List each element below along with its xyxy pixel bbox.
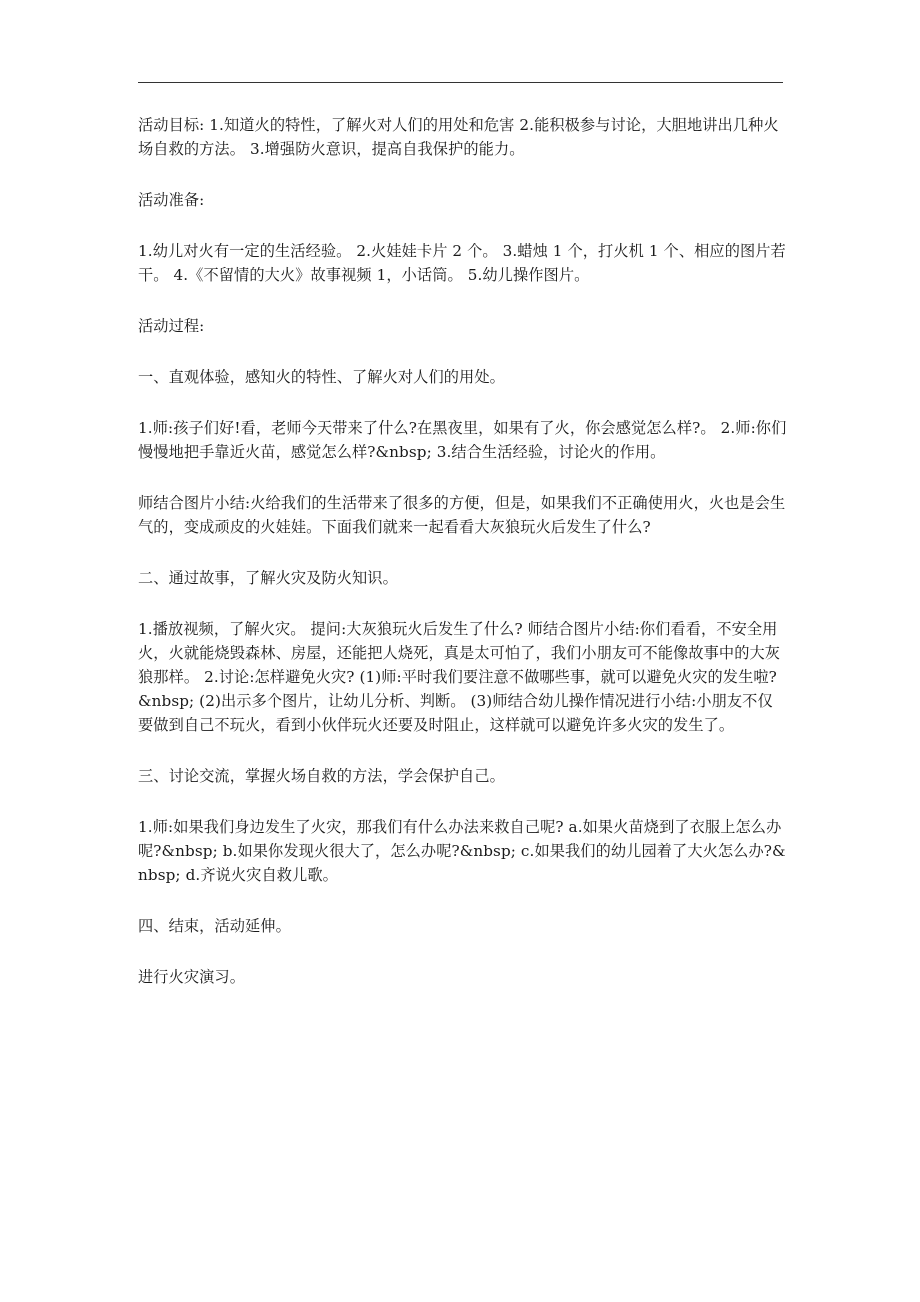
document-body — [138, 113, 788, 1016]
paragraph-section-3-steps: 1.师:如果我们身边发生了火灾，那我们有什么办法来救自己呢? a.如果火苗烧到了衣服上怎么办呢?&nbsp; b.如果你发现火很大了，怎么办呢?&nbsp; c.如果我们的幼儿园着了大火怎么办?&nbsp; d.齐说火灾自救儿歌。 — [138, 818, 786, 884]
paragraph-section-1-summary: 师结合图片小结:火给我们的生活带来了很多的方便，但是，如果我们不正确使用火，火也是会生气的，变成顽皮的火娃娃。下面我们就来一起看看大灰狼玩火后发生了什么? — [138, 494, 786, 536]
paragraph-section-2-steps: 1.播放视频，了解火灾。 提问:大灰狼玩火后发生了什么? 师结合图片小结:你们看看，不安全用火，火就能烧毁森林、房屋，还能把人烧死，真是太可怕了，我们小朋友可不能像故事中的大灰狼那样。 2.讨论:怎样避免火灾? (1)师:平时我们要注意不做哪些事，就可以避免火灾的发生啦?&nbsp; (2)出示多个图片，让幼儿分析、判断。 (3)师结合幼儿操作情况进行小结:小朋友不仅要做到自己不玩火，看到小伙伴玩火还要及时阻止，这样就可以避免许多火灾的发生了。 — [138, 620, 781, 734]
section-heading-3: 三、讨论交流，掌握火场自救的方法，学会保护自己。 — [138, 767, 505, 785]
paragraph-activity-goals: 活动目标: 1.知道火的特性，了解火对人们的用处和危害 2.能积极参与讨论，大胆地讲出几种火场自救的方法。 3.增强防火意识，提高自我保护的能力。 — [138, 116, 779, 158]
section-heading-4: 四、结束，活动延伸。 — [138, 917, 291, 935]
section-heading-1: 一、直观体验，感知火的特性、了解火对人们的用处。 — [138, 368, 505, 386]
section-heading-2: 二、通过故事，了解火灾及防火知识。 — [138, 569, 398, 587]
paragraph-section-4-text: 进行火灾演习。 — [138, 968, 246, 986]
paragraph-section-1-steps: 1.师:孩子们好!看，老师今天带来了什么?在黑夜里，如果有了火，你会感觉怎么样?。 2.师:你们慢慢地把手靠近火苗，感觉怎么样?&nbsp; 3.结合生活经验，讨论火的作用。 — [138, 419, 787, 461]
paragraph-preparation-list: 1.幼儿对火有一定的生活经验。 2.火娃娃卡片 2 个。 3.蜡烛 1 个，打火机 1 个、相应的图片若干。 4.《不留情的大火》故事视频 1，小话筒。 5.幼儿操作图片。 — [138, 242, 786, 284]
header-rule — [138, 82, 783, 83]
heading-activity-process: 活动过程: — [138, 317, 205, 335]
heading-activity-preparation: 活动准备: — [138, 191, 205, 209]
